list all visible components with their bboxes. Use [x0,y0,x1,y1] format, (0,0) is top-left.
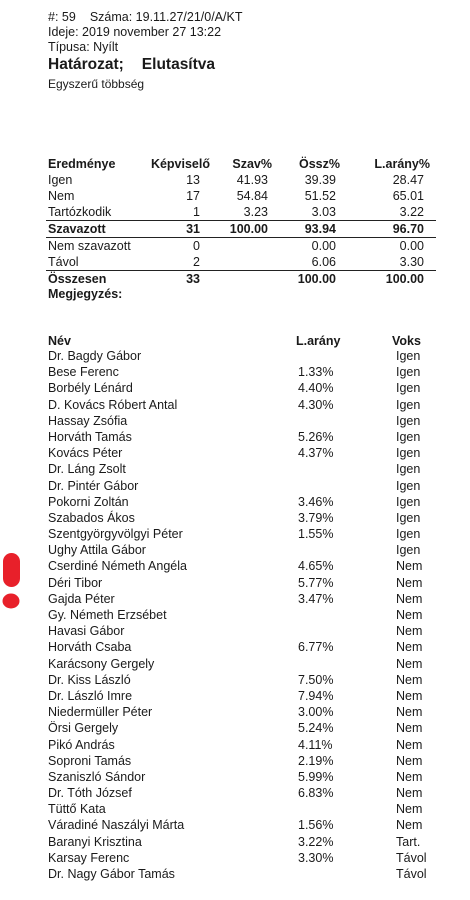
vote-cell-vote: Nem [396,705,423,720]
vote-cell-ratio: 4.11% [298,737,333,752]
vote-cell-ratio: 2.19% [298,753,334,768]
vote-row [0,639,470,655]
vote-cell-name: Kovács Péter [48,446,123,461]
summary-cell-vote-pct: 41.93 [236,173,268,187]
summary-cell-members: 1 [193,205,200,219]
vote-cell-vote: Nem [396,786,423,801]
vote-row [0,785,470,801]
summary-cell-total-pct: 6.06 [311,255,336,269]
vote-row [0,720,470,736]
summary-cell-members: 17 [186,189,200,203]
summary-cell-label: Igen [48,173,73,187]
vote-cell-name: Szabados Ákos [48,510,135,525]
summary-row [46,254,436,271]
vote-row [0,575,470,591]
vote-cell-name: Déri Tibor [48,575,103,590]
summary-cell-total-pct: 93.94 [304,222,336,236]
vote-cell-ratio: 6.83% [298,786,334,801]
summary-cell-vote-pct: 54.84 [236,189,268,203]
decision-label: Határozat; [48,56,124,73]
vote-row [0,866,470,882]
vote-cell-ratio: 4.65% [298,559,334,574]
vote-row [0,591,470,607]
summary-cell-ratio-pct: 65.01 [392,189,424,203]
vote-cell-name: Szaniszló Sándor [48,769,146,784]
summary-cell-ratio-pct: 3.22 [399,205,424,219]
decision-line [48,56,215,74]
vote-cell-vote: Nem [396,640,423,655]
vote-row [0,380,470,396]
vote-cell-ratio: 5.24% [298,721,334,736]
vote-cell-name: Karácsony Gergely [48,656,155,671]
vote-cell-ratio: 4.40% [298,381,334,396]
vote-cell-vote: Nem [396,591,423,606]
vote-cell-vote: Nem [396,802,423,817]
vote-cell-ratio: 3.47% [298,591,334,606]
summary-cell-members: 0 [193,239,200,253]
summary-cell-members: 13 [186,173,200,187]
vote-cell-vote: Nem [396,753,423,768]
vote-cell-ratio: 5.77% [298,575,334,590]
vote-row [0,769,470,785]
summary-col-members: Képviselő [150,157,210,171]
vote-cell-ratio: 6.77% [298,640,334,655]
remarks-label: Megjegyzés: [48,287,123,301]
summary-cell-label: Szavazott [48,222,106,236]
vote-row [0,672,470,688]
vote-cell-name: Pokorni Zoltán [48,494,129,509]
vote-row [0,461,470,477]
summary-cell-ratio-pct: 3.30 [399,255,424,269]
vote-cell-ratio: 3.46% [298,494,334,509]
vote-cell-name: Dr. Bagdy Gábor [48,349,142,363]
summary-cell-label: Összesen [48,272,107,286]
vote-cell-ratio: 1.56% [298,818,334,833]
vote-cell-name: Baranyi Krisztina [48,834,142,849]
record-id: Száma: 19.11.27/21/0/A/KT [89,10,243,24]
vote-cell-name: Borbély Lénárd [48,381,133,396]
vote-cell-ratio: 3.00% [298,705,334,720]
vote-cell-ratio: 3.30% [298,850,334,865]
vote-cell-vote: Igen [396,527,421,542]
summary-row [46,271,436,287]
summary-cell-members: 2 [193,255,200,269]
vote-cell-ratio: 1.55% [298,527,334,542]
vote-cell-name: Karsay Ferenc [48,850,130,865]
vote-row [0,478,470,494]
vote-cell-vote: Igen [396,543,421,558]
vote-cell-vote: Igen [396,365,421,380]
summary-cell-members: 31 [186,222,200,236]
vote-cell-name: Szentgyörgyvölgyi Péter [48,527,183,542]
vote-row [0,607,470,623]
vote-row [0,801,470,817]
vote-cell-name: Niedermüller Péter [48,705,153,720]
vote-row [0,397,470,413]
vote-cell-vote: Nem [396,737,423,752]
summary-cell-total-pct: 51.52 [304,189,336,203]
summary-row [46,221,436,238]
summary-header-row [46,156,436,172]
summary-cell-total-pct: 39.39 [304,173,336,187]
vote-cell-name: Hassay Zsófia [48,413,128,428]
votes-col-name: Név [48,334,71,348]
summary-cell-ratio-pct: 0.00 [399,239,424,253]
vote-cell-ratio: 7.94% [298,688,334,703]
vote-row [0,656,470,672]
vote-cell-ratio: 3.79% [298,510,334,525]
vote-row [0,542,470,558]
summary-col-result: Eredménye [48,157,116,171]
vote-cell-ratio: 7.50% [298,672,334,687]
vote-cell-vote: Igen [396,413,421,428]
summary-cell-vote-pct: 3.23 [243,205,268,219]
vote-cell-ratio: 3.22% [298,834,334,849]
vote-cell-vote: Nem [396,721,423,736]
vote-cell-name: Horváth Csaba [48,640,132,655]
vote-row [0,834,470,850]
vote-cell-vote: Nem [396,575,423,590]
summary-cell-total-pct: 100.00 [297,272,336,286]
vote-cell-vote: Távol [396,867,427,881]
vote-cell-name: Dr. László Imre [48,688,133,703]
vote-row [0,348,470,364]
vote-cell-vote: Igen [396,397,421,412]
vote-cell-name: Gajda Péter [48,591,115,606]
vote-cell-name: Soproni Tamás [48,753,132,768]
vote-cell-name: Ughy Attila Gábor [48,543,146,558]
summary-cell-ratio-pct: 28.47 [392,173,424,187]
vote-type: Típusa: Nyílt [48,40,119,54]
vote-cell-name: Pikó András [48,737,115,752]
summary-cell-total-pct: 0.00 [311,239,336,253]
decision-result: Elutasítva [141,56,216,73]
vote-cell-vote: Igen [396,462,421,477]
vote-cell-vote: Igen [396,381,421,396]
vote-cell-name: Örsi Gergely [48,721,119,736]
summary-col-vote-pct: Szav% [232,157,272,171]
vote-cell-ratio: 4.37% [298,446,334,461]
vote-cell-vote: Nem [396,624,423,639]
summary-cell-label: Nem [48,189,75,203]
vote-cell-vote: Igen [396,446,421,461]
vote-row [0,817,470,833]
vote-cell-name: Gy. Németh Erzsébet [48,608,167,622]
vote-cell-name: Váradiné Naszályi Márta [48,818,185,833]
vote-cell-vote: Igen [396,478,421,493]
summary-row [46,172,436,188]
vote-row [0,623,470,639]
vote-cell-vote: Igen [396,349,421,363]
vote-cell-name: Havasi Gábor [48,624,125,639]
votes-col-ratio: L.arány [296,334,341,348]
record-number-line [48,10,242,25]
vote-row [0,429,470,445]
vote-row [0,737,470,753]
vote-cell-ratio: 1.33% [298,365,334,380]
vote-cell-vote: Nem [396,559,423,574]
vote-cell-name: Dr. Kiss László [48,672,131,687]
summary-row [46,188,436,204]
vote-cell-vote: Igen [396,494,421,509]
vote-cell-vote: Nem [396,608,423,622]
vote-row [0,413,470,429]
vote-row [0,753,470,769]
vote-cell-ratio: 5.26% [298,429,334,444]
vote-cell-vote: Nem [396,818,423,833]
summary-row [46,204,436,221]
votes-table [0,348,470,882]
vote-cell-name: Bese Ferenc [48,365,119,380]
summary-cell-ratio-pct: 96.70 [392,222,424,236]
votes-col-vote: Voks [392,334,421,348]
summary-col-ratio-pct: L.arány% [374,157,430,171]
vote-row [0,510,470,526]
vote-row [0,704,470,720]
vote-cell-ratio: 5.99% [298,769,334,784]
vote-cell-vote: Tart. [396,834,421,849]
vote-cell-vote: Távol [396,850,427,865]
vote-cell-name: Horváth Tamás [48,429,132,444]
summary-row [46,238,436,254]
vote-cell-vote: Nem [396,672,423,687]
vote-row [0,688,470,704]
summary-cell-vote-pct: 100.00 [229,222,268,236]
record-number: #: 59 [48,10,76,24]
vote-time: Ideje: 2019 november 27 13:22 [48,25,222,39]
vote-cell-name: Dr. Nagy Gábor Tamás [48,867,175,881]
vote-cell-name: Cserdiné Németh Angéla [48,559,187,574]
summary-cell-ratio-pct: 100.00 [385,272,424,286]
vote-row [0,526,470,542]
summary-cell-label: Távol [48,255,79,269]
majority-type: Egyszerű többség [48,77,145,91]
summary-table [46,156,436,287]
vote-cell-vote: Igen [396,429,421,444]
vote-cell-ratio: 4.30% [298,397,334,412]
vote-row [0,445,470,461]
vote-cell-vote: Nem [396,769,423,784]
summary-col-total-pct: Össz% [299,157,340,171]
vote-cell-name: Tüttő Kata [48,802,106,817]
vote-row [0,364,470,380]
summary-cell-total-pct: 3.03 [311,205,336,219]
summary-cell-members: 33 [186,272,200,286]
vote-cell-vote: Igen [396,510,421,525]
vote-row [0,558,470,574]
summary-cell-label: Tartózkodik [48,205,112,219]
vote-cell-vote: Nem [396,656,423,671]
vote-cell-vote: Nem [396,688,423,703]
vote-cell-name: D. Kovács Róbert Antal [48,397,178,412]
vote-cell-name: Dr. Tóth József [48,786,132,801]
vote-cell-name: Dr. Pintér Gábor [48,478,139,493]
summary-cell-label: Nem szavazott [48,239,131,253]
vote-row [0,850,470,866]
vote-row [0,494,470,510]
vote-cell-name: Dr. Láng Zsolt [48,462,126,477]
